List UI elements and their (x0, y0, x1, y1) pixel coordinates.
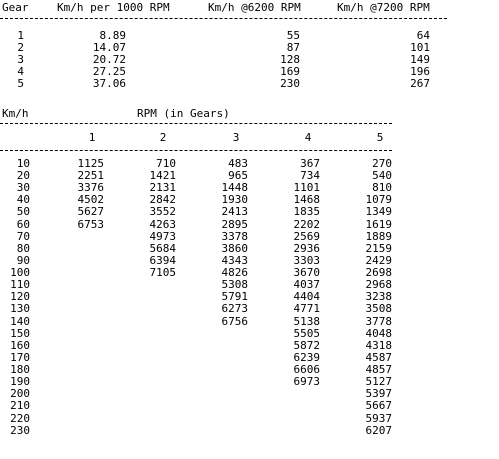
rpm-cell: 4037 (293, 278, 320, 291)
speed-cell: 160 (10, 339, 30, 352)
rpm-cell: 3670 (293, 266, 320, 279)
speed-cell: 10 (16, 157, 30, 170)
at7200-cell: 149 (410, 53, 430, 66)
per1000-cell: 27.25 (92, 65, 126, 78)
per1000-header: Km/h per 1000 RPM (57, 1, 170, 14)
rpm-cell: 5308 (221, 278, 248, 291)
speed-cell: 20 (16, 169, 30, 182)
at7200-cell: 101 (410, 41, 430, 54)
per1000-cell: 20.72 (92, 53, 126, 66)
rpm-cell: 540 (372, 169, 392, 182)
rpm-cell: 6394 (149, 254, 176, 267)
rpm-cell: 4771 (293, 302, 320, 315)
rpm-cell: 3303 (293, 254, 320, 267)
speed-label: Km/h (2, 107, 29, 120)
rpm-table-top-divider (0, 123, 392, 125)
gear-column-header: 1 (88, 131, 96, 144)
rpm-cell: 810 (372, 181, 392, 194)
gear-cell: 1 (17, 29, 24, 42)
at6200-cell: 128 (280, 53, 300, 66)
at6200-cell: 169 (280, 65, 300, 78)
speed-cell: 190 (10, 375, 30, 388)
gear-cell: 5 (17, 77, 24, 90)
gear-column-header: 3 (232, 131, 240, 144)
rpm-cell: 4587 (365, 351, 392, 364)
rpm-cell: 1930 (221, 193, 248, 206)
at6200-cell: 230 (280, 77, 300, 90)
rpm-cell: 2842 (149, 193, 176, 206)
speed-cell: 180 (10, 363, 30, 376)
speed-cell: 80 (16, 242, 30, 255)
rpm-cell: 2413 (221, 205, 248, 218)
rpm-cell: 2131 (149, 181, 176, 194)
speed-cell: 130 (10, 302, 30, 315)
rpm-table-header-divider (0, 150, 392, 152)
gear-header: Gear (2, 1, 29, 14)
rpm-cell: 6239 (293, 351, 320, 364)
speed-cell: 90 (16, 254, 30, 267)
rpm-cell: 1835 (293, 205, 320, 218)
at7200-cell: 267 (410, 77, 430, 90)
rpm-cell: 2569 (293, 230, 320, 243)
rpm-cell: 3778 (365, 315, 392, 328)
speed-cell: 150 (10, 327, 30, 340)
rpm-cell: 5505 (293, 327, 320, 340)
rpm-cell: 4404 (293, 290, 320, 303)
gear-cell: 4 (17, 65, 24, 78)
speed-cell: 120 (10, 290, 30, 303)
rpm-cell: 3238 (365, 290, 392, 303)
gear-column-header: 4 (304, 131, 312, 144)
speed-cell: 50 (16, 205, 30, 218)
speed-cell: 210 (10, 399, 30, 412)
rpm-group-label: RPM (in Gears) (137, 107, 230, 120)
rpm-cell: 5397 (365, 387, 392, 400)
gear-table-divider (0, 18, 447, 20)
rpm-cell: 1101 (293, 181, 320, 194)
rpm-cell: 1619 (365, 218, 392, 231)
rpm-cell: 5627 (77, 205, 104, 218)
gear-cell: 2 (17, 41, 24, 54)
speed-cell: 230 (10, 424, 30, 437)
rpm-cell: 2429 (365, 254, 392, 267)
rpm-cell: 4826 (221, 266, 248, 279)
speed-cell: 200 (10, 387, 30, 400)
per1000-cell: 8.89 (99, 29, 126, 42)
rpm-cell: 6756 (221, 315, 248, 328)
rpm-cell: 5667 (365, 399, 392, 412)
rpm-cell: 5138 (293, 315, 320, 328)
at6200-header: Km/h @6200 RPM (208, 1, 301, 14)
per1000-cell: 14.07 (92, 41, 126, 54)
rpm-cell: 270 (372, 157, 392, 170)
rpm-cell: 5791 (221, 290, 248, 303)
rpm-cell: 965 (228, 169, 248, 182)
speed-cell: 70 (16, 230, 30, 243)
at7200-header: Km/h @7200 RPM (337, 1, 430, 14)
rpm-cell: 1448 (221, 181, 248, 194)
rpm-cell: 6753 (77, 218, 104, 231)
rpm-cell: 7105 (149, 266, 176, 279)
rpm-cell: 1889 (365, 230, 392, 243)
rpm-cell: 2895 (221, 218, 248, 231)
rpm-cell: 6207 (365, 424, 392, 437)
rpm-cell: 5684 (149, 242, 176, 255)
rpm-cell: 2698 (365, 266, 392, 279)
rpm-cell: 5937 (365, 412, 392, 425)
rpm-cell: 1079 (365, 193, 392, 206)
rpm-cell: 3552 (149, 205, 176, 218)
speed-cell: 100 (10, 266, 30, 279)
rpm-cell: 2936 (293, 242, 320, 255)
rpm-cell: 5127 (365, 375, 392, 388)
rpm-cell: 4857 (365, 363, 392, 376)
rpm-cell: 5872 (293, 339, 320, 352)
rpm-cell: 3508 (365, 302, 392, 315)
rpm-cell: 4343 (221, 254, 248, 267)
per1000-cell: 37.06 (92, 77, 126, 90)
at7200-cell: 64 (416, 29, 430, 42)
gear-column-header: 5 (376, 131, 384, 144)
rpm-cell: 6273 (221, 302, 248, 315)
speed-cell: 170 (10, 351, 30, 364)
rpm-cell: 3860 (221, 242, 248, 255)
speed-cell: 110 (10, 278, 30, 291)
rpm-cell: 3378 (221, 230, 248, 243)
at7200-cell: 196 (410, 65, 430, 78)
rpm-cell: 734 (300, 169, 320, 182)
rpm-cell: 4973 (149, 230, 176, 243)
rpm-cell: 6973 (293, 375, 320, 388)
rpm-cell: 4048 (365, 327, 392, 340)
rpm-cell: 6606 (293, 363, 320, 376)
rpm-cell: 1349 (365, 205, 392, 218)
rpm-cell: 2159 (365, 242, 392, 255)
rpm-cell: 2202 (293, 218, 320, 231)
at6200-cell: 87 (286, 41, 300, 54)
rpm-cell: 2968 (365, 278, 392, 291)
rpm-cell: 4263 (149, 218, 176, 231)
rpm-cell: 1125 (77, 157, 104, 170)
rpm-cell: 1468 (293, 193, 320, 206)
rpm-cell: 3376 (77, 181, 104, 194)
speed-cell: 30 (16, 181, 30, 194)
rpm-cell: 2251 (77, 169, 104, 182)
speed-cell: 60 (16, 218, 30, 231)
rpm-cell: 4318 (365, 339, 392, 352)
gear-column-header: 2 (159, 131, 167, 144)
rpm-cell: 4502 (77, 193, 104, 206)
rpm-cell: 367 (300, 157, 320, 170)
rpm-cell: 710 (156, 157, 176, 170)
rpm-cell: 483 (228, 157, 248, 170)
speed-cell: 40 (16, 193, 30, 206)
gear-cell: 3 (17, 53, 24, 66)
speed-cell: 140 (10, 315, 30, 328)
speed-cell: 220 (10, 412, 30, 425)
at6200-cell: 55 (286, 29, 300, 42)
rpm-cell: 1421 (149, 169, 176, 182)
